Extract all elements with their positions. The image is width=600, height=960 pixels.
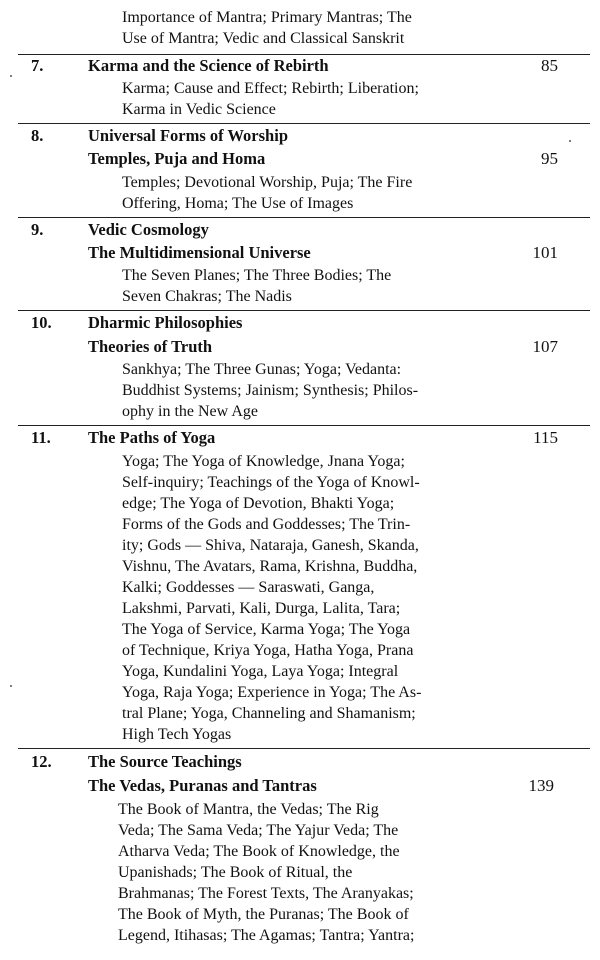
toc-6-line-2: Use of Mantra; Vedic and Classical Sanskrit [122, 30, 405, 47]
divider [18, 123, 590, 124]
toc-9-line-1: The Seven Planes; The Three Bodies; The [122, 267, 392, 284]
toc-6-line-1: Importance of Mantra; Primary Mantras; The [122, 9, 412, 26]
scan-speck [10, 685, 12, 687]
toc-12-line-4: Upanishads; The Book of Ritual, the [118, 864, 353, 881]
toc-8-page: 95 [541, 149, 558, 168]
scan-speck [10, 75, 12, 77]
divider [18, 748, 590, 749]
toc-10-line-1: Sankhya; The Three Gunas; Yoga; Vedanta: [122, 361, 402, 378]
divider [18, 425, 590, 426]
toc-11-line-13: tral Plane; Yoga, Channeling and Shamanism; [122, 705, 416, 722]
toc-9-page: 101 [532, 243, 558, 262]
toc-12-line-2: Veda; The Sama Veda; The Yajur Veda; The [118, 822, 399, 839]
toc-11-line-5: ity; Gods — Shiva, Nataraja, Ganesh, Skanda, [122, 537, 419, 554]
toc-8-line-1: Temples; Devotional Worship, Puja; The Fire [122, 174, 413, 191]
toc-11-line-10: of Technique, Kriya Yoga, Hatha Yoga, Prana [122, 642, 414, 659]
toc-11-heading: The Paths of Yoga [88, 428, 216, 447]
toc-7-line-2: Karma in Vedic Science [122, 101, 276, 118]
toc-12-line-6: The Book of Myth, the Puranas; The Book of [118, 906, 409, 923]
toc-8-heading: Universal Forms of Worship [88, 126, 288, 145]
toc-11-line-6: Vishnu, The Avatars, Rama, Krishna, Buddha, [122, 558, 418, 575]
toc-11-line-12: Yoga, Raja Yoga; Experience in Yoga; The As- [122, 684, 422, 701]
toc-12-line-5: Brahmanas; The Forest Texts, The Aranyakas; [118, 885, 414, 902]
toc-7-line-1: Karma; Cause and Effect; Rebirth; Liberation; [122, 80, 419, 97]
toc-9-subheading: The Multidimensional Universe [88, 243, 311, 262]
toc-11-line-7: Kalki; Goddesses — Saraswati, Ganga, [122, 579, 375, 596]
toc-12-line-3: Atharva Veda; The Book of Knowledge, the [118, 843, 400, 860]
toc-11-line-3: edge; The Yoga of Devotion, Bhakti Yoga; [122, 495, 395, 512]
toc-11-line-1: Yoga; The Yoga of Knowledge, Jnana Yoga; [122, 453, 405, 470]
toc-11-line-11: Yoga, Kundalini Yoga, Laya Yoga; Integral [122, 663, 399, 680]
toc-7-page: 85 [541, 56, 558, 75]
toc-8-subheading: Temples, Puja and Homa [88, 149, 266, 168]
toc-12-heading: The Source Teachings [88, 752, 242, 771]
toc-10-line-3: ophy in the New Age [122, 403, 258, 420]
toc-11-number: 11. [31, 428, 51, 447]
toc-9-line-2: Seven Chakras; The Nadis [122, 288, 292, 305]
toc-12-subheading: The Vedas, Puranas and Tantras [88, 776, 317, 795]
toc-11-line-2: Self-inquiry; Teachings of the Yoga of Knowl- [122, 474, 420, 491]
toc-8-number: 8. [31, 126, 44, 145]
toc-12-number: 12. [31, 752, 52, 771]
toc-10-number: 10. [31, 313, 52, 332]
toc-11-page: 115 [533, 428, 558, 447]
toc-11-line-4: Forms of the Gods and Goddesses; The Trin- [122, 516, 411, 533]
toc-10-page: 107 [532, 337, 558, 356]
toc-7-heading: Karma and the Science of Rebirth [88, 56, 329, 75]
toc-10-subheading: Theories of Truth [88, 337, 213, 356]
divider [18, 310, 590, 311]
toc-11-line-8: Lakshmi, Parvati, Kali, Durga, Lalita, Tara; [122, 600, 401, 617]
toc-12-line-7: Legend, Itihasas; The Agamas; Tantra; Yantra; [118, 927, 415, 944]
toc-12-page: 139 [528, 776, 554, 795]
toc-7-number: 7. [31, 56, 44, 75]
toc-12-line-1: The Book of Mantra, the Vedas; The Rig [118, 801, 379, 818]
toc-10-heading: Dharmic Philosophies [88, 313, 243, 332]
divider [18, 217, 590, 218]
toc-11-line-9: The Yoga of Service, Karma Yoga; The Yoga [122, 621, 411, 638]
toc-11-line-14: High Tech Yogas [122, 726, 232, 743]
toc-9-number: 9. [31, 220, 44, 239]
toc-8-line-2: Offering, Homa; The Use of Images [122, 195, 354, 212]
toc-9-heading: Vedic Cosmology [88, 220, 209, 239]
toc-10-line-2: Buddhist Systems; Jainism; Synthesis; Philos- [122, 382, 419, 399]
scan-speck [569, 140, 571, 142]
